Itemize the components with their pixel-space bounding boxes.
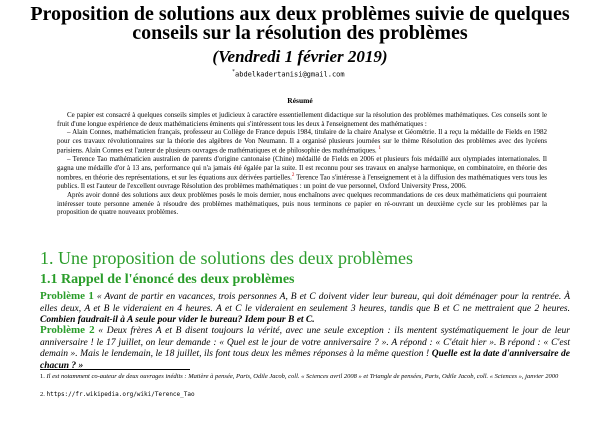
footnote-1-text: Il est notamment co-auteur de deux ouvrages inédits : Matière à pensée, Paris, Odile Jacob, coll. « Sciences avril 2008 » et Triangle de pensées, Paris, Odile Jacob, coll. « Sciences », janvier 2000 bbox=[46, 373, 559, 380]
footnote-2-link[interactable]: https://fr.wikipedia.org/wiki/Terence_Tao bbox=[46, 391, 195, 398]
problem-1-label: Problème 1 bbox=[40, 290, 94, 302]
author-email-text: abdelkadertanisi@gmail.com bbox=[235, 70, 345, 79]
subsection-1-1-heading: 1.1 Rappel de l'énoncé des deux problèmes bbox=[40, 272, 295, 287]
abstract-p4: Après avoir donné des solutions aux deux problèmes posés le mois dernier, nous enchaînons avec quelques recommandations de ces deux mathématiciens qui pourraient intéresser toute personne amenée à résoudre des problèmes mathématiques, puis nous terminons ce papier en ré-ouvrant un deuxième cycle sur les problèmes par la proposition de quatre nouveaux problèmes. bbox=[57, 191, 547, 217]
abstract-p3 bbox=[57, 155, 547, 191]
footnote-divider bbox=[40, 369, 190, 370]
problem-1 bbox=[40, 291, 570, 327]
footnote-1 bbox=[40, 373, 570, 381]
problem-2-label: Problème 2 bbox=[40, 324, 95, 336]
author-email[interactable]: *abdelkadertanisi@gmail.com bbox=[232, 69, 345, 79]
footnote-1-num: 1. bbox=[40, 373, 45, 380]
problem-2-question: Quelle est la date d'anniversaire de chacun ? » bbox=[40, 349, 570, 371]
abstract-p1: Ce papier est consacré à quelques conseils simples et judicieux à caractère essentiellement didactique sur la résolution des problèmes mathématiques. Ces conseils sont le fruit d'une longue expérience de deux mathématiciens éminents qui s'intéressent tous les deux à l'enseignement des mathématiques : bbox=[57, 111, 547, 128]
problem-2-text: « Deux frères A et B disent toujours la vérité, avec une seule exception : ils mentent systématiquement le jour de leur anniversaire ! le 17 juillet, on leur demande : « Quel est le jour de votre anniversaire ? ». A répond : « C'était hier ». B répond : « C'est demain ». Mais le lendemain, le 18 juillet, ils font tous deux les mêmes réponses à la même question ! bbox=[40, 326, 570, 359]
footnote-ref-1[interactable]: 1 bbox=[378, 146, 381, 152]
abstract-p3-text: – Terence Tao mathématicien australien de parents d'origine cantonaise (Chine) médaillé de Fields en 2006 et plusieurs fois médaillé aux olympiades internationales. Il gagna une médaille d'or à 13 ans, performance qui n'a jamais été égalée par la suite. Il est reconnu pour ses travaux en analyse harmonique, en combinatoire, en théorie des nombres, en théorie des représentations, et sur les équations aux dérivées partielles. bbox=[57, 155, 547, 182]
abstract-p3b-text: Terence Tao s'intéresse à l'enseignement et à la diffusion des mathématiques vers tous les publics. Il est l'auteur de l'excellent ouvrage Résolution des problèmes mathématiques : un point de vue personnel, Oxford University Press, 2006. bbox=[57, 173, 547, 191]
problem-1-text: « Avant de partir en vacances, trois personnes A, B et C doivent vider leur bureau, qui doit déménager pour la rentrée. À elles deux, A et B le videraient en 4 heures. A et C le videraient en seulement 3 heures, tandis que B et C ne mettraient que 2 heures. bbox=[40, 292, 571, 314]
paper-date: (Vendredi 1 février 2019) bbox=[212, 47, 388, 66]
abstract-heading: Résumé bbox=[287, 96, 313, 105]
problem-2 bbox=[40, 325, 570, 372]
footnote-2-num: 2. bbox=[40, 391, 45, 398]
abstract-p2-text: – Alain Connes, mathématicien français, professeur au Collège de France depuis 1984, titulaire de la chaire Analyse et Géométrie. Il a reçu la médaille de Fields en 1982 pour ces travaux révolutionnaires sur la théorie des algèbres de Von Neumann. Il a organisé plusieurs journées sur le thème Résolution des problèmes avec des lycéens parisiens. Alain Connes est l'auteur de plusieurs ouvrages de mathématiques et de philosophie des mathématiques. bbox=[57, 128, 547, 155]
problem-1-question: Combien faudrait-il à A seule pour vider le bureau? Idem pour B et C. bbox=[40, 315, 315, 325]
footnote-ref-2[interactable]: 2 bbox=[291, 173, 295, 179]
footnote-2 bbox=[40, 391, 570, 399]
paper-title: Proposition de solutions aux deux problèmes suivie de quelques conseils sur la résolution des problèmes bbox=[30, 3, 570, 44]
abstract-p2 bbox=[57, 128, 547, 155]
section-1-heading: 1. Une proposition de solutions des deux problèmes bbox=[40, 248, 413, 268]
abstract-body bbox=[57, 111, 547, 217]
